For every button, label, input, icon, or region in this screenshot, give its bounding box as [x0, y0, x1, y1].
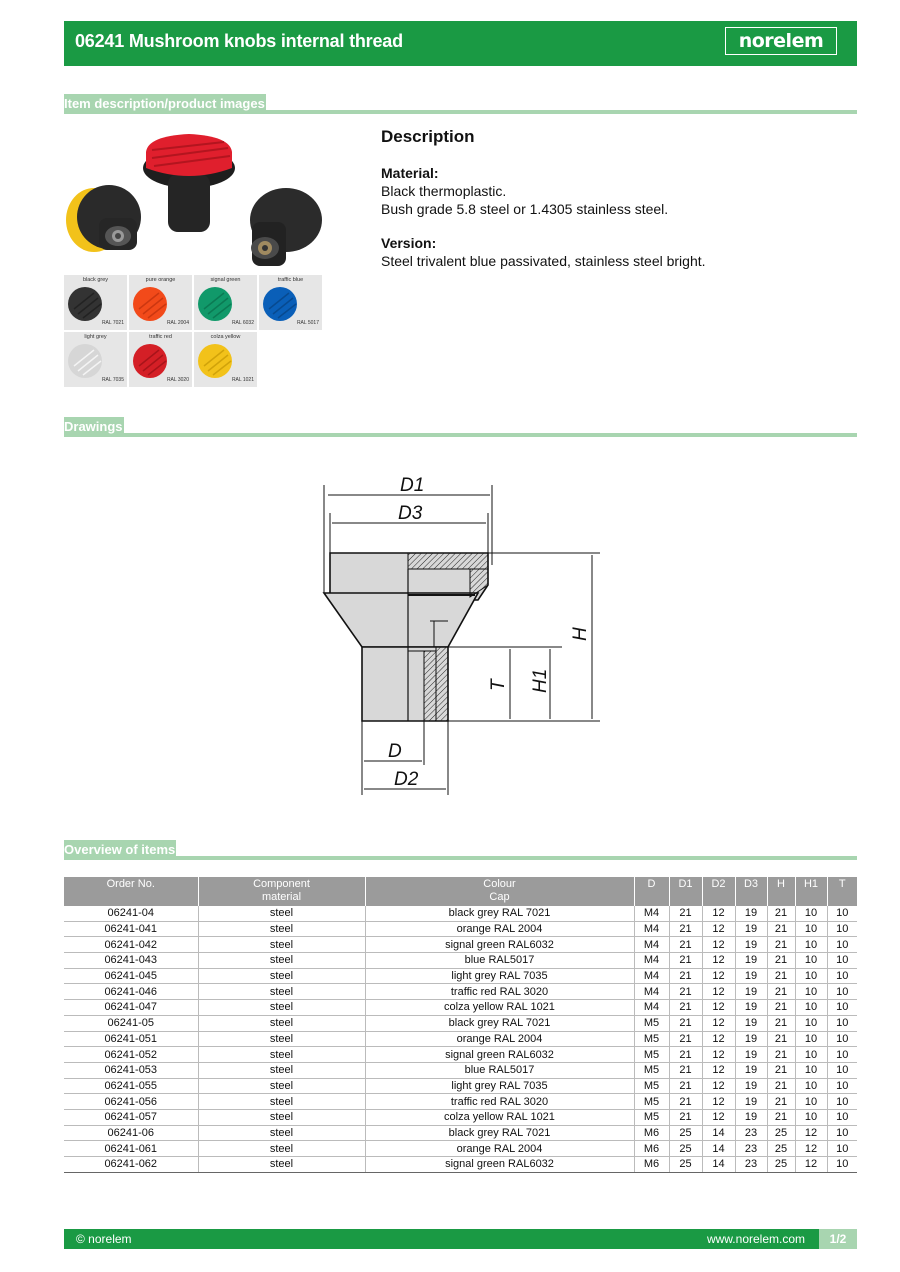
table-cell: 06241-047 [64, 1000, 198, 1016]
table-cell: colza yellow RAL 1021 [365, 1109, 634, 1125]
table-cell: 12 [702, 1015, 735, 1031]
swatch-colza-yellow[interactable] [194, 332, 257, 387]
col-d2: D2 [702, 877, 735, 906]
table-row[interactable] [64, 968, 857, 984]
table-cell: 10 [795, 1047, 827, 1063]
table-cell: steel [198, 1015, 365, 1031]
material-label: Material: [381, 165, 439, 181]
table-cell: M4 [634, 984, 669, 1000]
table-cell: 10 [827, 984, 857, 1000]
table-cell: 12 [702, 968, 735, 984]
swatch-ral: RAL 7021 [101, 320, 124, 326]
table-cell: traffic red RAL 3020 [365, 1094, 634, 1110]
table-cell: 12 [702, 937, 735, 953]
table-cell: 21 [669, 1000, 702, 1016]
table-cell: signal green RAL6032 [365, 937, 634, 953]
table-cell: 12 [702, 1094, 735, 1110]
table-cell: 19 [735, 953, 767, 969]
table-cell: 10 [827, 1125, 857, 1141]
table-row[interactable] [64, 1094, 857, 1110]
table-cell: 06241-062 [64, 1157, 198, 1173]
col-t: T [827, 877, 857, 906]
table-cell: steel [198, 984, 365, 1000]
table-cell: 12 [702, 921, 735, 937]
description-block [381, 128, 851, 270]
dim-label-d3: D3 [398, 503, 423, 524]
table-cell: M6 [634, 1125, 669, 1141]
table-cell: 19 [735, 1062, 767, 1078]
table-cell: signal green RAL6032 [365, 1047, 634, 1063]
table-cell: 10 [795, 1094, 827, 1110]
table-cell: 10 [827, 1047, 857, 1063]
table-cell: 06241-055 [64, 1078, 198, 1094]
table-cell: 21 [767, 953, 795, 969]
table-cell: 21 [669, 937, 702, 953]
table-cell: 21 [767, 984, 795, 1000]
product-photo [64, 122, 336, 272]
table-cell: 12 [702, 1000, 735, 1016]
table-cell: 19 [735, 906, 767, 921]
table-cell: M4 [634, 1000, 669, 1016]
table-cell: 23 [735, 1157, 767, 1173]
table-cell: M4 [634, 937, 669, 953]
table-cell: 06241-056 [64, 1094, 198, 1110]
table-cell: steel [198, 1109, 365, 1125]
table-cell: 10 [827, 1062, 857, 1078]
table-cell: M5 [634, 1078, 669, 1094]
table-cell: 12 [702, 1078, 735, 1094]
table-cell: steel [198, 968, 365, 984]
col-d3: D3 [735, 877, 767, 906]
dim-label-d2: D2 [394, 769, 419, 790]
table-cell: 10 [795, 1078, 827, 1094]
table-cell: traffic red RAL 3020 [365, 984, 634, 1000]
swatch-ral: RAL 2004 [166, 320, 189, 326]
table-cell: steel [198, 937, 365, 953]
table-cell: 12 [702, 1031, 735, 1047]
page-title: 06241 Mushroom knobs internal thread [75, 31, 403, 51]
table-cell: 10 [827, 1000, 857, 1016]
table-cell: 14 [702, 1125, 735, 1141]
table-cell: 10 [795, 984, 827, 1000]
table-cell: 21 [767, 1062, 795, 1078]
material-line-1: Black thermoplastic. [381, 183, 507, 199]
table-cell: 19 [735, 968, 767, 984]
swatch-ral: RAL 1021 [231, 377, 254, 383]
table-row[interactable] [64, 1125, 857, 1141]
col-order-no: Order No. [64, 877, 198, 906]
table-cell: 10 [795, 937, 827, 953]
table-cell: steel [198, 1047, 365, 1063]
colour-swatches [64, 275, 322, 390]
table-cell: 23 [735, 1141, 767, 1157]
table-cell: 21 [767, 1047, 795, 1063]
swatch-name: black grey [82, 277, 109, 283]
table-cell: 10 [827, 1157, 857, 1173]
table-cell: 06241-046 [64, 984, 198, 1000]
table-cell: steel [198, 953, 365, 969]
page-number: 1/2 [819, 1229, 857, 1249]
table-cell: 06241-06 [64, 1125, 198, 1141]
table-cell: 21 [669, 968, 702, 984]
table-cell: 25 [767, 1125, 795, 1141]
table-body [64, 906, 857, 1172]
table-cell: steel [198, 1141, 365, 1157]
table-cell: M4 [634, 953, 669, 969]
col-component-material: Component material [198, 877, 365, 906]
table-header-row [64, 877, 857, 906]
table-cell: 21 [767, 1000, 795, 1016]
table-cell: 06241-061 [64, 1141, 198, 1157]
table-cell: 10 [795, 906, 827, 921]
table-cell: steel [198, 1031, 365, 1047]
table-cell: 19 [735, 1000, 767, 1016]
table-cell: 10 [827, 968, 857, 984]
table-cell: steel [198, 906, 365, 921]
table-cell: 21 [669, 906, 702, 921]
table-cell: 12 [702, 1109, 735, 1125]
table-row[interactable] [64, 1000, 857, 1016]
table-cell: 06241-051 [64, 1031, 198, 1047]
table-cell: 06241-057 [64, 1109, 198, 1125]
logo-text: norelem [738, 30, 824, 52]
table-cell: 19 [735, 937, 767, 953]
table-cell: blue RAL5017 [365, 953, 634, 969]
table-cell: orange RAL 2004 [365, 1031, 634, 1047]
table-cell: 06241-052 [64, 1047, 198, 1063]
table-cell: black grey RAL 7021 [365, 1015, 634, 1031]
swatch-name: traffic red [149, 334, 172, 340]
table-cell: 12 [795, 1141, 827, 1157]
swatch-ral: RAL 5017 [296, 320, 319, 326]
table-cell: 06241-045 [64, 968, 198, 984]
table-cell: 06241-053 [64, 1062, 198, 1078]
table-cell: 12 [795, 1125, 827, 1141]
table-cell: orange RAL 2004 [365, 1141, 634, 1157]
table-cell: M5 [634, 1094, 669, 1110]
table-cell: 21 [767, 1094, 795, 1110]
table-cell: M5 [634, 1109, 669, 1125]
table-cell: 21 [767, 937, 795, 953]
dim-label-t: T [488, 679, 509, 691]
table-cell: 21 [767, 921, 795, 937]
table-cell: steel [198, 1062, 365, 1078]
table-cell: 10 [827, 1109, 857, 1125]
col-h: H [767, 877, 795, 906]
table-cell: 21 [669, 921, 702, 937]
table-cell: 19 [735, 1078, 767, 1094]
section-label: Drawings [64, 417, 124, 437]
table-cell: 21 [669, 1031, 702, 1047]
swatch-black-grey[interactable] [64, 275, 127, 330]
swatch-signal-green[interactable] [194, 275, 257, 330]
swatch-name: signal green [210, 277, 241, 283]
dim-label-h: H [570, 627, 591, 641]
table-cell: M4 [634, 921, 669, 937]
table-cell: 10 [827, 1094, 857, 1110]
table-cell: 10 [827, 921, 857, 937]
table-cell: 25 [669, 1157, 702, 1173]
swatch-pure-orange[interactable] [129, 275, 192, 330]
table-cell: 21 [669, 1094, 702, 1110]
table-cell: 10 [795, 1015, 827, 1031]
table-cell: light grey RAL 7035 [365, 1078, 634, 1094]
table-cell: 06241-041 [64, 921, 198, 937]
table-cell: 21 [767, 1109, 795, 1125]
table-cell: 21 [669, 1015, 702, 1031]
table-cell: 25 [767, 1141, 795, 1157]
table-cell: 19 [735, 1109, 767, 1125]
section-description-header [64, 90, 857, 114]
version-line-1: Steel trivalent blue passivated, stainless steel bright. [381, 253, 706, 269]
table-cell: 25 [669, 1125, 702, 1141]
page-header [64, 21, 857, 66]
table-cell: steel [198, 1094, 365, 1110]
table-cell: M5 [634, 1015, 669, 1031]
col-d1: D1 [669, 877, 702, 906]
table-cell: 10 [827, 937, 857, 953]
table-cell: 10 [795, 1031, 827, 1047]
table-row[interactable] [64, 1047, 857, 1063]
section-drawings-header [64, 413, 857, 437]
table-cell: 21 [669, 953, 702, 969]
swatch-ral: RAL 7035 [101, 377, 124, 383]
table-cell: black grey RAL 7021 [365, 906, 634, 921]
table-cell: 10 [795, 1000, 827, 1016]
table-cell: 06241-042 [64, 937, 198, 953]
table-cell: black grey RAL 7021 [365, 1125, 634, 1141]
table-cell: 19 [735, 1094, 767, 1110]
table-cell: 12 [702, 1047, 735, 1063]
table-cell: steel [198, 1078, 365, 1094]
table-cell: 25 [767, 1157, 795, 1173]
table-cell: 19 [735, 1031, 767, 1047]
table-cell: 10 [795, 1062, 827, 1078]
table-cell: 12 [702, 984, 735, 1000]
swatch-name: colza yellow [210, 334, 241, 340]
col-d: D [634, 877, 669, 906]
table-cell: 25 [669, 1141, 702, 1157]
swatch-light-grey[interactable] [64, 332, 127, 387]
table-cell: 21 [669, 984, 702, 1000]
material-line-2: Bush grade 5.8 steel or 1.4305 stainless steel. [381, 201, 669, 217]
swatch-traffic-red[interactable] [129, 332, 192, 387]
table-row[interactable] [64, 1078, 857, 1094]
table-row[interactable] [64, 1109, 857, 1125]
description-title: Description [381, 127, 475, 146]
table-cell: M4 [634, 968, 669, 984]
section-label: Overview of items [64, 840, 176, 860]
items-table [64, 877, 857, 1173]
table-row[interactable] [64, 953, 857, 969]
table-cell: 10 [795, 1109, 827, 1125]
swatch-name: pure orange [145, 277, 176, 283]
table-cell: 21 [767, 1078, 795, 1094]
table-cell: 06241-05 [64, 1015, 198, 1031]
copyright: © norelem [76, 1232, 132, 1246]
table-cell: steel [198, 1000, 365, 1016]
table-cell: 21 [669, 1078, 702, 1094]
table-cell: signal green RAL6032 [365, 1157, 634, 1173]
table-row[interactable] [64, 1031, 857, 1047]
table-cell: 06241-04 [64, 906, 198, 921]
table-row[interactable] [64, 1062, 857, 1078]
table-cell: 21 [767, 1031, 795, 1047]
dim-label-d1: D1 [400, 475, 425, 496]
table-cell: M5 [634, 1062, 669, 1078]
version-label: Version: [381, 235, 437, 251]
table-cell: 21 [767, 1015, 795, 1031]
col-h1: H1 [795, 877, 827, 906]
table-row[interactable] [64, 984, 857, 1000]
section-label: Item description/product images [64, 94, 266, 114]
table-cell: 12 [702, 906, 735, 921]
table-row[interactable] [64, 937, 857, 953]
dim-label-h1: H1 [530, 668, 551, 693]
table-cell: 10 [827, 906, 857, 921]
swatch-traffic-blue[interactable] [259, 275, 322, 330]
table-cell: 21 [767, 906, 795, 921]
table-cell: 10 [827, 1141, 857, 1157]
swatch-ral: RAL 6032 [231, 320, 254, 326]
page-footer [64, 1229, 857, 1249]
technical-drawing [300, 465, 620, 805]
table-cell: M5 [634, 1047, 669, 1063]
table-cell: light grey RAL 7035 [365, 968, 634, 984]
table-row[interactable] [64, 1015, 857, 1031]
table-cell: M6 [634, 1157, 669, 1173]
website-link[interactable]: www.norelem.com [706, 1232, 805, 1246]
table-row[interactable] [64, 1141, 857, 1157]
table-cell: 10 [827, 1015, 857, 1031]
table-cell: 10 [795, 953, 827, 969]
table-cell: 12 [795, 1157, 827, 1173]
table-cell: 14 [702, 1141, 735, 1157]
swatch-name: light grey [84, 334, 107, 340]
table-cell: 23 [735, 1125, 767, 1141]
table-cell: orange RAL 2004 [365, 921, 634, 937]
table-cell: 19 [735, 1047, 767, 1063]
table-cell: 10 [827, 1078, 857, 1094]
table-cell: 12 [702, 1062, 735, 1078]
table-cell: 14 [702, 1157, 735, 1173]
table-cell: steel [198, 1157, 365, 1173]
table-row[interactable] [64, 1157, 857, 1173]
table-cell: 12 [702, 953, 735, 969]
table-cell: 10 [827, 953, 857, 969]
table-cell: 10 [795, 968, 827, 984]
table-cell: steel [198, 1125, 365, 1141]
table-cell: colza yellow RAL 1021 [365, 1000, 634, 1016]
table-cell: 19 [735, 984, 767, 1000]
table-cell: 10 [795, 921, 827, 937]
table-cell: M6 [634, 1141, 669, 1157]
table-cell: M5 [634, 1031, 669, 1047]
table-cell: 21 [669, 1109, 702, 1125]
table-cell: 21 [767, 968, 795, 984]
table-row[interactable] [64, 921, 857, 937]
col-colour-cap: Colour Cap [365, 877, 634, 906]
section-overview-header [64, 836, 857, 860]
table-cell: 21 [669, 1062, 702, 1078]
table-cell: 19 [735, 921, 767, 937]
table-cell: 06241-043 [64, 953, 198, 969]
dim-label-d: D [388, 741, 402, 762]
table-cell: 10 [827, 1031, 857, 1047]
table-cell: steel [198, 921, 365, 937]
table-cell: 21 [669, 1047, 702, 1063]
norelem-logo[interactable] [725, 27, 837, 55]
table-cell: 19 [735, 1015, 767, 1031]
swatch-ral: RAL 3020 [166, 377, 189, 383]
swatch-name: traffic blue [277, 277, 304, 283]
table-cell: blue RAL5017 [365, 1062, 634, 1078]
table-cell: M4 [634, 906, 669, 921]
table-row[interactable] [64, 906, 857, 921]
